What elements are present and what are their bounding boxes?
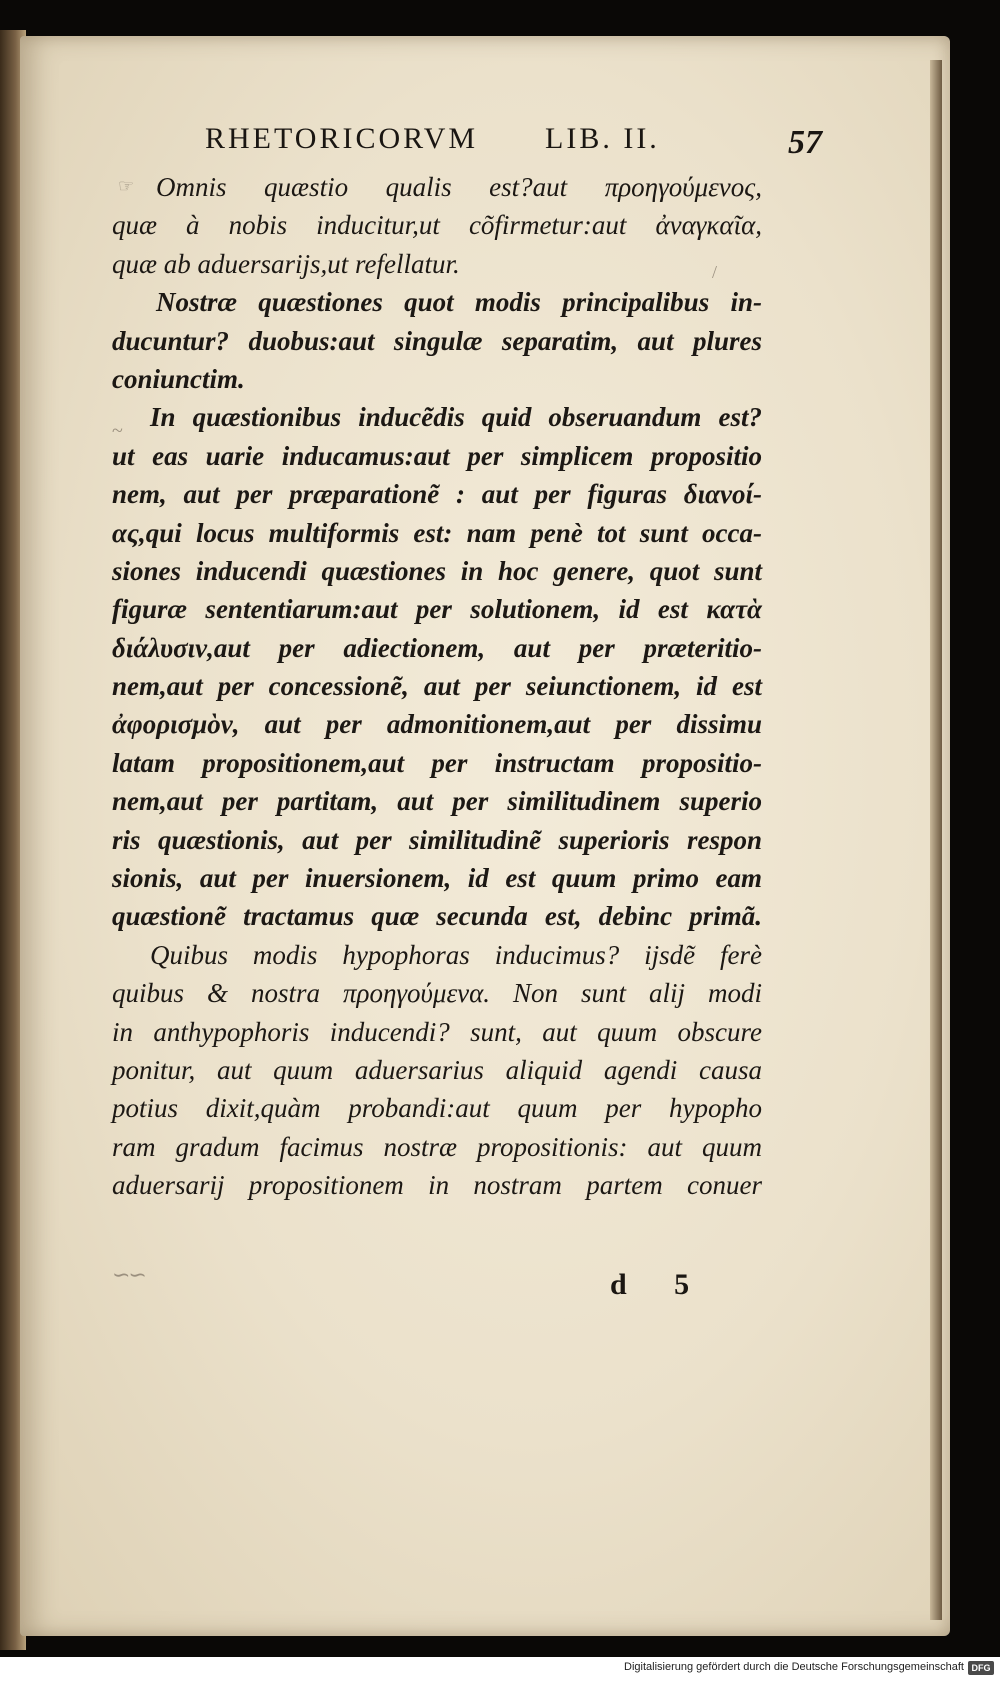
- text-line: coniunctim.: [112, 363, 245, 394]
- text-line: nem,aut per concessionẽ, aut per seiunctionem, id est: [112, 671, 762, 702]
- running-head-title: RHETORICORVM: [205, 122, 479, 155]
- text-line: quæstionẽ tractamus quæ secunda est, debinc primã.: [112, 901, 762, 932]
- text-line: nem, aut per præparationẽ : aut per figuras διανοί-: [112, 479, 762, 510]
- text-line: ducuntur? duobus:aut singulæ separatim, aut plures: [112, 325, 762, 356]
- main-text: [112, 168, 762, 1205]
- folio-number: 57: [788, 124, 822, 161]
- dfg-logo-icon: DFG: [968, 1661, 994, 1675]
- text-line: ram gradum facimus nostræ propositionis: aut quum: [112, 1131, 762, 1162]
- text-line: latam propositionem,aut per instructam propositio-: [112, 747, 762, 778]
- text-line: ut eas uarie inducamus:aut per simplicem propositio: [112, 440, 762, 471]
- text-line: quibus & nostra προηγούμενα. Non sunt alij modi: [112, 978, 762, 1009]
- text-line: sionis, aut per inuersionem, id est quum primo eam: [112, 863, 762, 894]
- ink-stroke-icon: /: [712, 262, 718, 282]
- running-head-book: LIB. II.: [545, 122, 660, 155]
- signature-mark: d 5: [610, 1268, 710, 1301]
- text-line: ponitur, aut quum aduersarius aliquid agendi causa: [112, 1054, 762, 1085]
- text-line: quæ à nobis inducitur,ut cõfirmetur:aut ἀναγκαῖα,: [112, 210, 762, 241]
- text-line: figuræ sententiarum:aut per solutionem, id est κατὰ: [112, 594, 762, 625]
- text-line: Quibus modis hypophoras inducimus? ijsdẽ ferè: [150, 939, 762, 970]
- text-line: Nostræ quæstiones quot modis principalibus in-: [156, 287, 762, 318]
- footer-bar: [0, 1657, 1000, 1681]
- ink-smudge-icon: ∽∽: [112, 1262, 145, 1287]
- page-fore-edge: [930, 60, 942, 1620]
- text-line: potius dixit,quàm probandi:aut quum per hypopho: [112, 1093, 762, 1124]
- text-line: In quæstionibus inducẽdis quid obseruandum est?: [150, 402, 762, 433]
- footer-credit: Digitalisierung gefördert durch die Deutsche Forschungsgemeinschaft: [624, 1661, 964, 1673]
- text-line: aduersarij propositionem in nostram partem conuer: [112, 1170, 762, 1201]
- margin-mark-icon: ~: [112, 420, 123, 442]
- text-line: διάλυσιν,aut per adiectionem, aut per præteritio-: [112, 632, 762, 663]
- text-line: quæ ab aduersarijs,ut refellatur.: [112, 248, 460, 279]
- text-line: ας,qui locus multiformis est: nam penè tot sunt occa-: [112, 517, 762, 548]
- text-line: ἀφορισμὸν, aut per admonitionem,aut per dissimu: [112, 709, 762, 740]
- text-line: ris quæstionis, aut per similitudinẽ superioris respon: [112, 824, 762, 855]
- text-line: siones inducendi quæstiones in hoc genere, quot sunt: [112, 555, 762, 586]
- text-line: nem,aut per partitam, aut per similitudinem superio: [112, 786, 762, 817]
- text-line: in anthypophoris inducendi? sunt, aut quum obscure: [112, 1016, 762, 1047]
- text-line: Omnis quæstio qualis est?aut προηγούμενος,: [156, 172, 762, 202]
- paragraph-mark-icon: ☞: [118, 176, 135, 196]
